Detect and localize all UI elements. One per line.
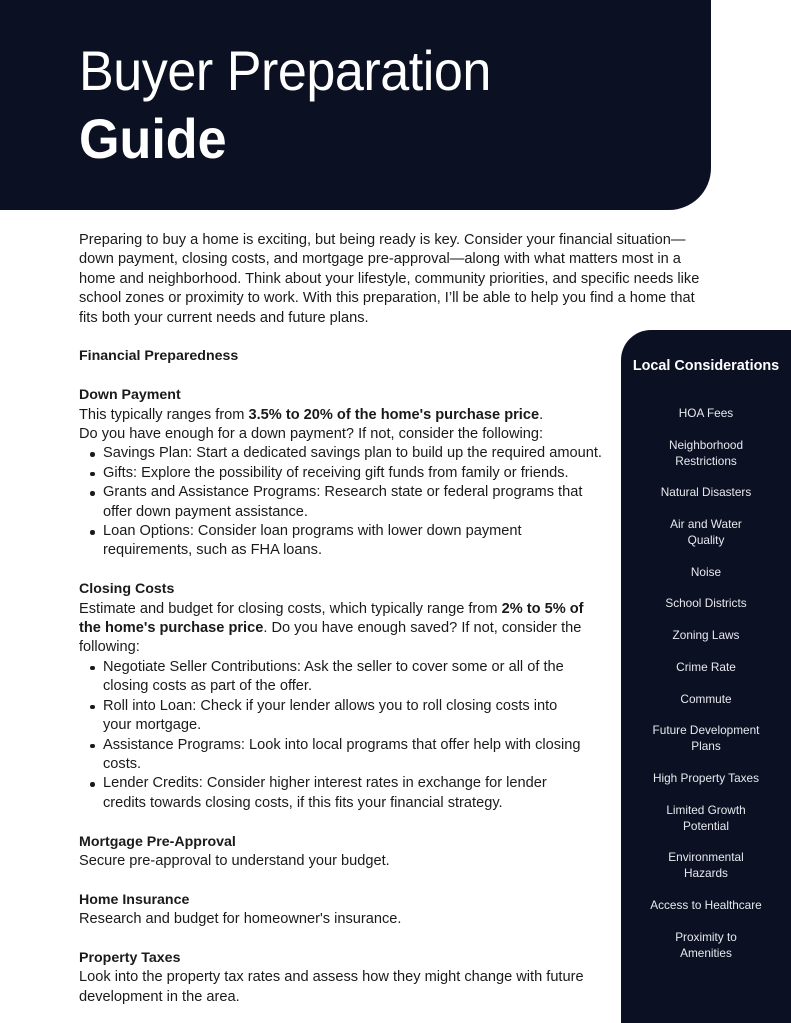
closing-costs-text-pre: Estimate and budget for closing costs, which typically range from <box>79 600 502 617</box>
sidebar-item-limited-growth: Limited Growth Potential <box>666 802 746 833</box>
list-item: Negotiate Seller Contributions: Ask the seller to cover some or all of the closing costs as part of the offer. <box>103 658 584 697</box>
sidebar-item-future-development: Future Development Plans <box>652 723 760 754</box>
sidebar-title: Local Considerations <box>632 358 780 374</box>
sidebar-list <box>621 405 791 976</box>
financial-preparedness-heading: Financial Preparedness <box>79 348 239 365</box>
financial-section <box>79 347 604 1007</box>
taxes-text: Look into the property tax rates and assess how they might change with future development in the area. <box>79 969 584 1005</box>
list-item: Savings Plan: Start a dedicated savings plan to build up the required amount. <box>103 444 604 463</box>
sidebar-item-school-districts: School Districts <box>665 596 747 611</box>
closing-costs-section <box>79 580 604 813</box>
closing-costs-text <box>79 600 604 658</box>
closing-costs-text-post: . Do you have enough saved? If not, consider the following: <box>79 620 582 656</box>
sidebar-item-proximity-amenities: Proximity to Amenities <box>675 929 737 960</box>
local-considerations-sidebar <box>621 330 791 1023</box>
intro-paragraph: Preparing to buy a home is exciting, but being ready is key. Consider your financial situation—down payment, closing costs, and mortgage pre-approval—along with what matters most in a home and neighborhood. Think about your lifestyle, community priorities, and specific needs like school zones or proximity to work. With this preparation, I’ll be able to help you find a home that fits both your current needs and future plans. <box>79 232 700 326</box>
sidebar-item-natural-disasters: Natural Disasters <box>660 485 752 500</box>
insurance-heading: Home Insurance <box>79 891 190 908</box>
sidebar-item-crime-rate: Crime Rate <box>676 659 736 674</box>
down-payment-list <box>79 444 604 560</box>
down-payment-heading: Down Payment <box>79 387 181 404</box>
sidebar-item-air-water-quality: Air and Water Quality <box>670 517 742 548</box>
sidebar-item-environmental-hazards: Environmental Hazards <box>668 850 744 881</box>
sidebar-item-high-property-taxes: High Property Taxes <box>652 770 759 785</box>
taxes-section <box>79 949 604 1007</box>
list-item: Roll into Loan: Check if your lender allows you to roll closing costs into your mortgage. <box>103 697 584 736</box>
mortgage-text: Secure pre-approval to understand your budget. <box>79 852 390 869</box>
taxes-heading: Property Taxes <box>79 949 181 966</box>
list-item: Gifts: Explore the possibility of receiving gift funds from family or friends. <box>103 464 604 483</box>
closing-costs-heading: Closing Costs <box>79 581 175 598</box>
sidebar-item-hoa-fees: HOA Fees <box>678 406 734 420</box>
mortgage-heading: Mortgage Pre-Approval <box>79 833 236 850</box>
sidebar-item-neighborhood-restrictions: Neighborhood Restrictions <box>668 437 744 468</box>
closing-costs-list <box>79 658 584 813</box>
sidebar-item-commute: Commute <box>680 691 732 706</box>
down-payment-range-bold: 3.5% to 20% of the home's purchase price <box>248 406 540 423</box>
down-payment-question: Do you have enough for a down payment? If not, consider the following: <box>79 426 544 443</box>
down-payment-section <box>79 386 604 561</box>
list-item: Assistance Programs: Look into local programs that offer help with closing costs. <box>103 736 584 775</box>
list-item: Loan Options: Consider loan programs with lower down payment requirements, such as FHA loans. <box>103 522 604 561</box>
header-banner <box>0 0 711 210</box>
sidebar-item-access-healthcare: Access to Healthcare <box>650 897 762 912</box>
list-item: Lender Credits: Consider higher interest rates in exchange for lender credits towards closing costs, if this fits your financial strategy. <box>103 774 584 813</box>
down-payment-range-post: . <box>539 406 544 423</box>
insurance-text: Research and budget for homeowner's insurance. <box>79 911 402 928</box>
list-item: Grants and Assistance Programs: Research state or federal programs that offer down payment assistance. <box>103 483 604 522</box>
closing-costs-text-bold: 2% to 5% of the home's purchase price <box>79 600 584 637</box>
mortgage-section <box>79 833 604 872</box>
page-title-light: Buyer Preparation <box>79 39 491 102</box>
down-payment-range <box>79 406 604 425</box>
page-title-bold: Guide <box>79 107 227 170</box>
sidebar-item-noise: Noise <box>690 564 722 579</box>
down-payment-range-pre: This typically ranges from <box>79 406 249 423</box>
insurance-section <box>79 891 604 930</box>
sidebar-item-zoning-laws: Zoning Laws <box>672 628 740 643</box>
